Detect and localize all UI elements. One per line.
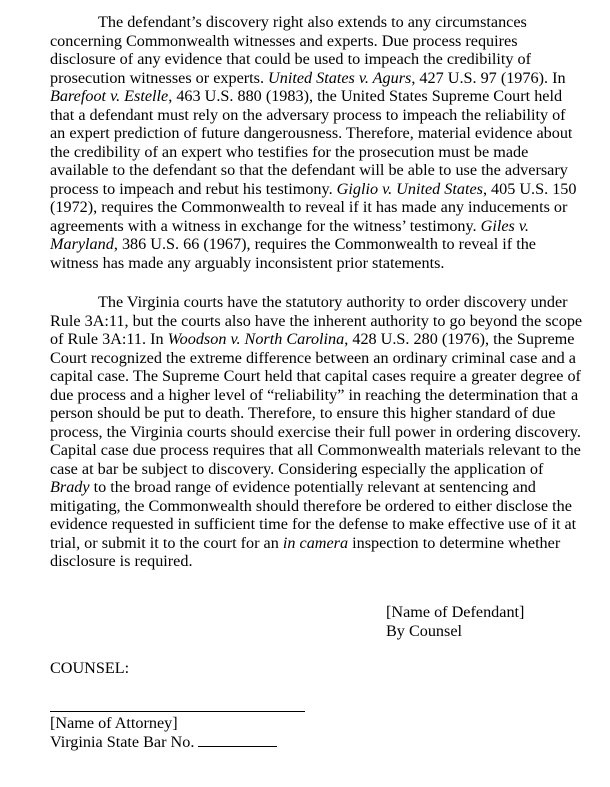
attorney-signature-line: [50, 711, 305, 712]
text-line: disclosure is required.: [50, 552, 193, 570]
text-line: person should be put to death. Therefore, to ensure this higher standard of due: [50, 404, 556, 422]
text-line: (1972), requires the Commonwealth to reveal if it has made any inducements or: [50, 198, 568, 216]
text-line: Capital case due process requires that all Commonwealth materials relevant to the: [50, 441, 581, 459]
bar-number-row: [50, 733, 277, 752]
text-line: process to impeach and rebut his testimony. Giglio v. United States, 405 U.S. 150: [50, 179, 577, 198]
text-line: available to the defendant so that the defendant will be able to use the adversary: [50, 161, 568, 179]
text-line: witness has made any arguably inconsistent prior statements.: [50, 253, 445, 272]
text-line: of Rule 3A:11. In Woodson v. North Carolina, 428 U.S. 280 (1976), the Supreme: [50, 330, 575, 348]
text-line: Barefoot v. Estelle, 463 U.S. 880 (1983), the United States Supreme Court held: [50, 87, 563, 105]
by-counsel: By Counsel: [386, 622, 462, 640]
text-line: the credibility of an expert who testifies for the prosecution must be made: [50, 142, 529, 161]
text-line: Rule 3A:11, but the courts also have the inherent authority to go beyond the scope: [50, 311, 583, 330]
bar-number-label: Virginia State Bar No.: [50, 733, 195, 751]
text-line: Court recognized the extreme difference between an ordinary criminal case and a: [50, 348, 576, 367]
case-citation: Giles v.: [480, 216, 529, 235]
text-line: trial, or submit it to the court for an in camera inspection to determine whether: [50, 533, 561, 552]
paragraph-court-authority: [50, 293, 595, 571]
text-line: due process and a higher level of “reliability” in reaching the determination that a: [50, 385, 579, 404]
text-line: case at bar be subject to discovery. Considering especially the application of: [50, 459, 544, 478]
case-citation: United States v. Agurs: [268, 68, 412, 87]
latin-term: in camera: [282, 533, 349, 552]
case-citation: Maryland: [50, 235, 114, 253]
text-line: an expert prediction of future dangerousness. Therefore, material evidence about: [50, 124, 573, 142]
bar-number-blank: [198, 734, 277, 747]
text-line: disclosure of any evidence that could be used to impeach the credibility of: [50, 50, 531, 68]
text-line: mitigating, the Commonwealth should therefore be ordered to either disclose the: [50, 496, 572, 515]
text-line: prosecution witnesses or experts. United States v. Agurs, 427 U.S. 97 (1976). In: [50, 68, 566, 87]
case-citation: Brady: [50, 478, 90, 496]
text-line: The defendant’s discovery right also extends to any circumstances: [98, 13, 527, 31]
text-line: capital case. The Supreme Court held that capital cases require a greater degree of: [50, 367, 581, 385]
text-line: The Virginia courts have the statutory authority to order discovery under: [98, 293, 568, 311]
case-citation: Barefoot v. Estelle: [50, 87, 169, 105]
case-citation: Woodson v. North Carolina: [167, 330, 345, 348]
text-line: evidence requested in sufficient time for the defense to make effective use of it at: [50, 515, 577, 533]
text-line: Maryland, 386 U.S. 66 (1967), requires the Commonwealth to reveal if the: [50, 235, 536, 253]
case-citation: Giglio v. United States: [336, 179, 483, 198]
signature-block: [386, 603, 524, 641]
text-line: Brady to the broad range of evidence potentially relevant at sentencing and: [50, 478, 536, 496]
text-line: process, the Virginia courts should exercise their full power in ordering discovery.: [50, 422, 581, 441]
attorney-name: [Name of Attorney]: [50, 714, 178, 732]
defendant-name: [Name of Defendant]: [386, 603, 525, 621]
text-line: concerning Commonwealth witnesses and experts. Due process requires: [50, 31, 518, 50]
text-line: agreements with a witness in exchange for the witness’ testimony. Giles v.: [50, 216, 529, 235]
text-line: that a defendant must rely on the adversary process to impeach the reliability of: [50, 105, 566, 124]
attorney-block: [50, 714, 277, 752]
paragraph-witness-discovery: [50, 13, 595, 272]
counsel-label: COUNSEL:: [50, 659, 130, 677]
